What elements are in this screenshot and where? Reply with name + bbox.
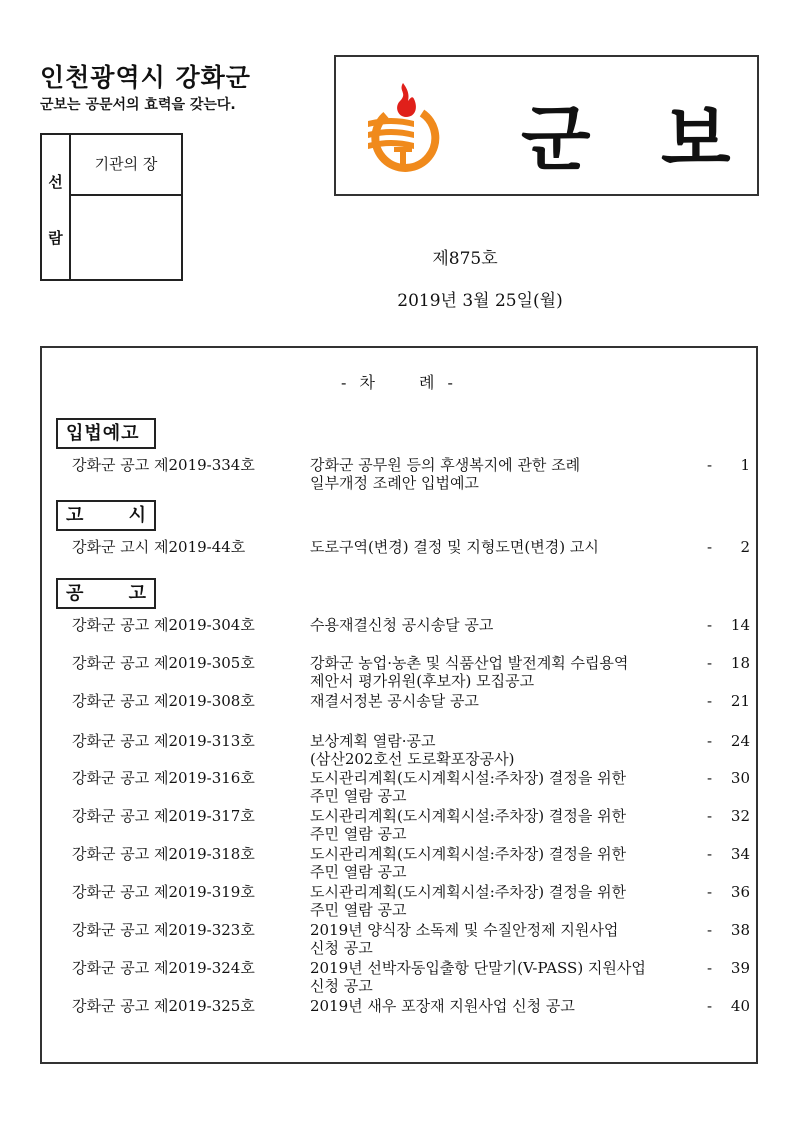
entry-number: 강화군 공고 제2019-318호 <box>72 845 255 863</box>
entry-title: 강화군 공무원 등의 후생복지에 관한 조례 일부개정 조례안 입법예고 <box>310 456 581 492</box>
entry-page: 30 <box>730 769 750 787</box>
entry-number: 강화군 공고 제2019-317호 <box>72 807 255 825</box>
table-of-contents: - 차 례 - 입법예고 강화군 공고 제2019-334호 강화군 공무원 등의 후생복지에 관한 조례 일부개정 조례안 입법예고 - 1 고 시 강화군 고시 제2019-44호 도로구역(변경) 결정 및 지형도면(변경) 고시 - 2 공 고 강화군 공고 제2019-304호 수용재결신청 공시송달 공고 - 14 강화군 공고 제2019-305호 강화군 농업·농촌 및 식품산업 발전계획 수립용역 제안서 평가위원(후보자) 모집공고 - 18 강화군 공고 제2019-308호 재결서정본 공시송달 공고 - 21 강화군 공고 제2019-313호 보상계획 열람·공고 (삼산202호선 도로확포장공사) - 24 강화군 공고 제2019-316호 도시관리계획(도시계획시설:주차장) 결정을 위한 주민 열람 공고 - 30 강화군 공고 제2019-317호 도시관리계획(도시계획시설:주차장) 결정을 위한 주민 열람 공고 - 32 강화군 공고 제2019-318호 도시관리계획(도시계획시설:주차장) 결정을 위한 주민 열람 공고 - 34 강화군 공고 제2019-319호 도시관리계획(도시계획시설:주차장) 결정을 위한 주민 열람 공고 - 36 강화군 공고 제2019-323호 2019년 양식장 소독제 및 수질안정제 지원사업 신청 공고 - 38 강화군 공고 제2019-324호 2019년 선박자동입출항 단말기(V-PASS) 지원사업 신청 공고 - 39 강화군 공고 제2019-325호 2019년 새우 포장재 지원사업 신청 공고 - 40 <box>40 346 758 1064</box>
entry-page: 2 <box>740 538 750 556</box>
issue-number: 제875호 <box>432 249 498 269</box>
entry-title: 보상계획 열람·공고 (삼산202호선 도로확포장공사) <box>310 732 515 768</box>
gazette-banner <box>334 55 759 196</box>
entry-title: 2019년 새우 포장재 지원사업 신청 공고 <box>310 997 575 1015</box>
entry-page: 38 <box>730 921 750 939</box>
issue-date: 2019년 3월 25일(월) <box>397 291 563 311</box>
entry-title: 수용재결신청 공시송달 공고 <box>310 616 494 634</box>
entry-title: 도시관리계획(도시계획시설:주차장) 결정을 위한 주민 열람 공고 <box>310 883 627 919</box>
reading-side-char: 선 <box>48 173 63 191</box>
entry-number: 강화군 공고 제2019-308호 <box>72 692 255 710</box>
entry-page: 14 <box>730 616 750 634</box>
banner-char: 보 <box>661 97 731 181</box>
entry-number: 강화군 공고 제2019-334호 <box>72 456 255 474</box>
entry-number: 강화군 공고 제2019-325호 <box>72 997 255 1015</box>
entry-page: 24 <box>730 732 750 750</box>
entry-page: 39 <box>730 959 750 977</box>
entry-number: 강화군 공고 제2019-324호 <box>72 959 255 977</box>
banner-char: 군 <box>521 97 591 181</box>
entry-title: 도시관리계획(도시계획시설:주차장) 결정을 위한 주민 열람 공고 <box>310 807 627 843</box>
entry-number: 강화군 공고 제2019-304호 <box>72 616 255 634</box>
entry-number: 강화군 공고 제2019-305호 <box>72 654 255 672</box>
gangwha-county-emblem-icon <box>356 77 456 177</box>
entry-page: 34 <box>730 845 750 863</box>
org-title: 인천광역시 강화군 <box>40 63 251 92</box>
entry-page: 36 <box>730 883 750 901</box>
entry-title: 2019년 양식장 소독제 및 수질안정제 지원사업 신청 공고 <box>310 921 619 957</box>
entry-page: 21 <box>730 692 750 710</box>
section-label-public-notice: 고 시 <box>56 500 156 531</box>
reading-top-label: 기관의 장 <box>71 135 181 196</box>
entry-title: 재결서정본 공시송달 공고 <box>310 692 479 710</box>
section-label-announcement: 공 고 <box>56 578 156 609</box>
entry-title: 도로구역(변경) 결정 및 지형도면(변경) 고시 <box>310 538 599 556</box>
entry-page: 32 <box>730 807 750 825</box>
entry-page: 1 <box>740 456 750 474</box>
entry-number: 강화군 공고 제2019-319호 <box>72 883 255 901</box>
entry-number: 강화군 공고 제2019-316호 <box>72 769 255 787</box>
section-label-legislative-notice: 입법예고 <box>56 418 156 449</box>
org-subtitle: 군보는 공문서의 효력을 갖는다. <box>40 97 236 113</box>
entry-title: 도시관리계획(도시계획시설:주차장) 결정을 위한 주민 열람 공고 <box>310 769 627 805</box>
entry-title: 2019년 선박자동입출항 단말기(V-PASS) 지원사업 신청 공고 <box>310 959 646 995</box>
entry-number: 강화군 공고 제2019-313호 <box>72 732 255 750</box>
reading-side-char: 람 <box>48 229 63 247</box>
entry-page: 40 <box>730 997 750 1015</box>
entry-number: 강화군 공고 제2019-323호 <box>72 921 255 939</box>
toc-title: - 차 례 - <box>341 373 457 392</box>
entry-title: 강화군 농업·농촌 및 식품산업 발전계획 수립용역 제안서 평가위원(후보자) 모집공고 <box>310 654 629 690</box>
entry-page: 18 <box>730 654 750 672</box>
entry-number: 강화군 고시 제2019-44호 <box>72 538 246 556</box>
entry-title: 도시관리계획(도시계획시설:주차장) 결정을 위한 주민 열람 공고 <box>310 845 627 881</box>
